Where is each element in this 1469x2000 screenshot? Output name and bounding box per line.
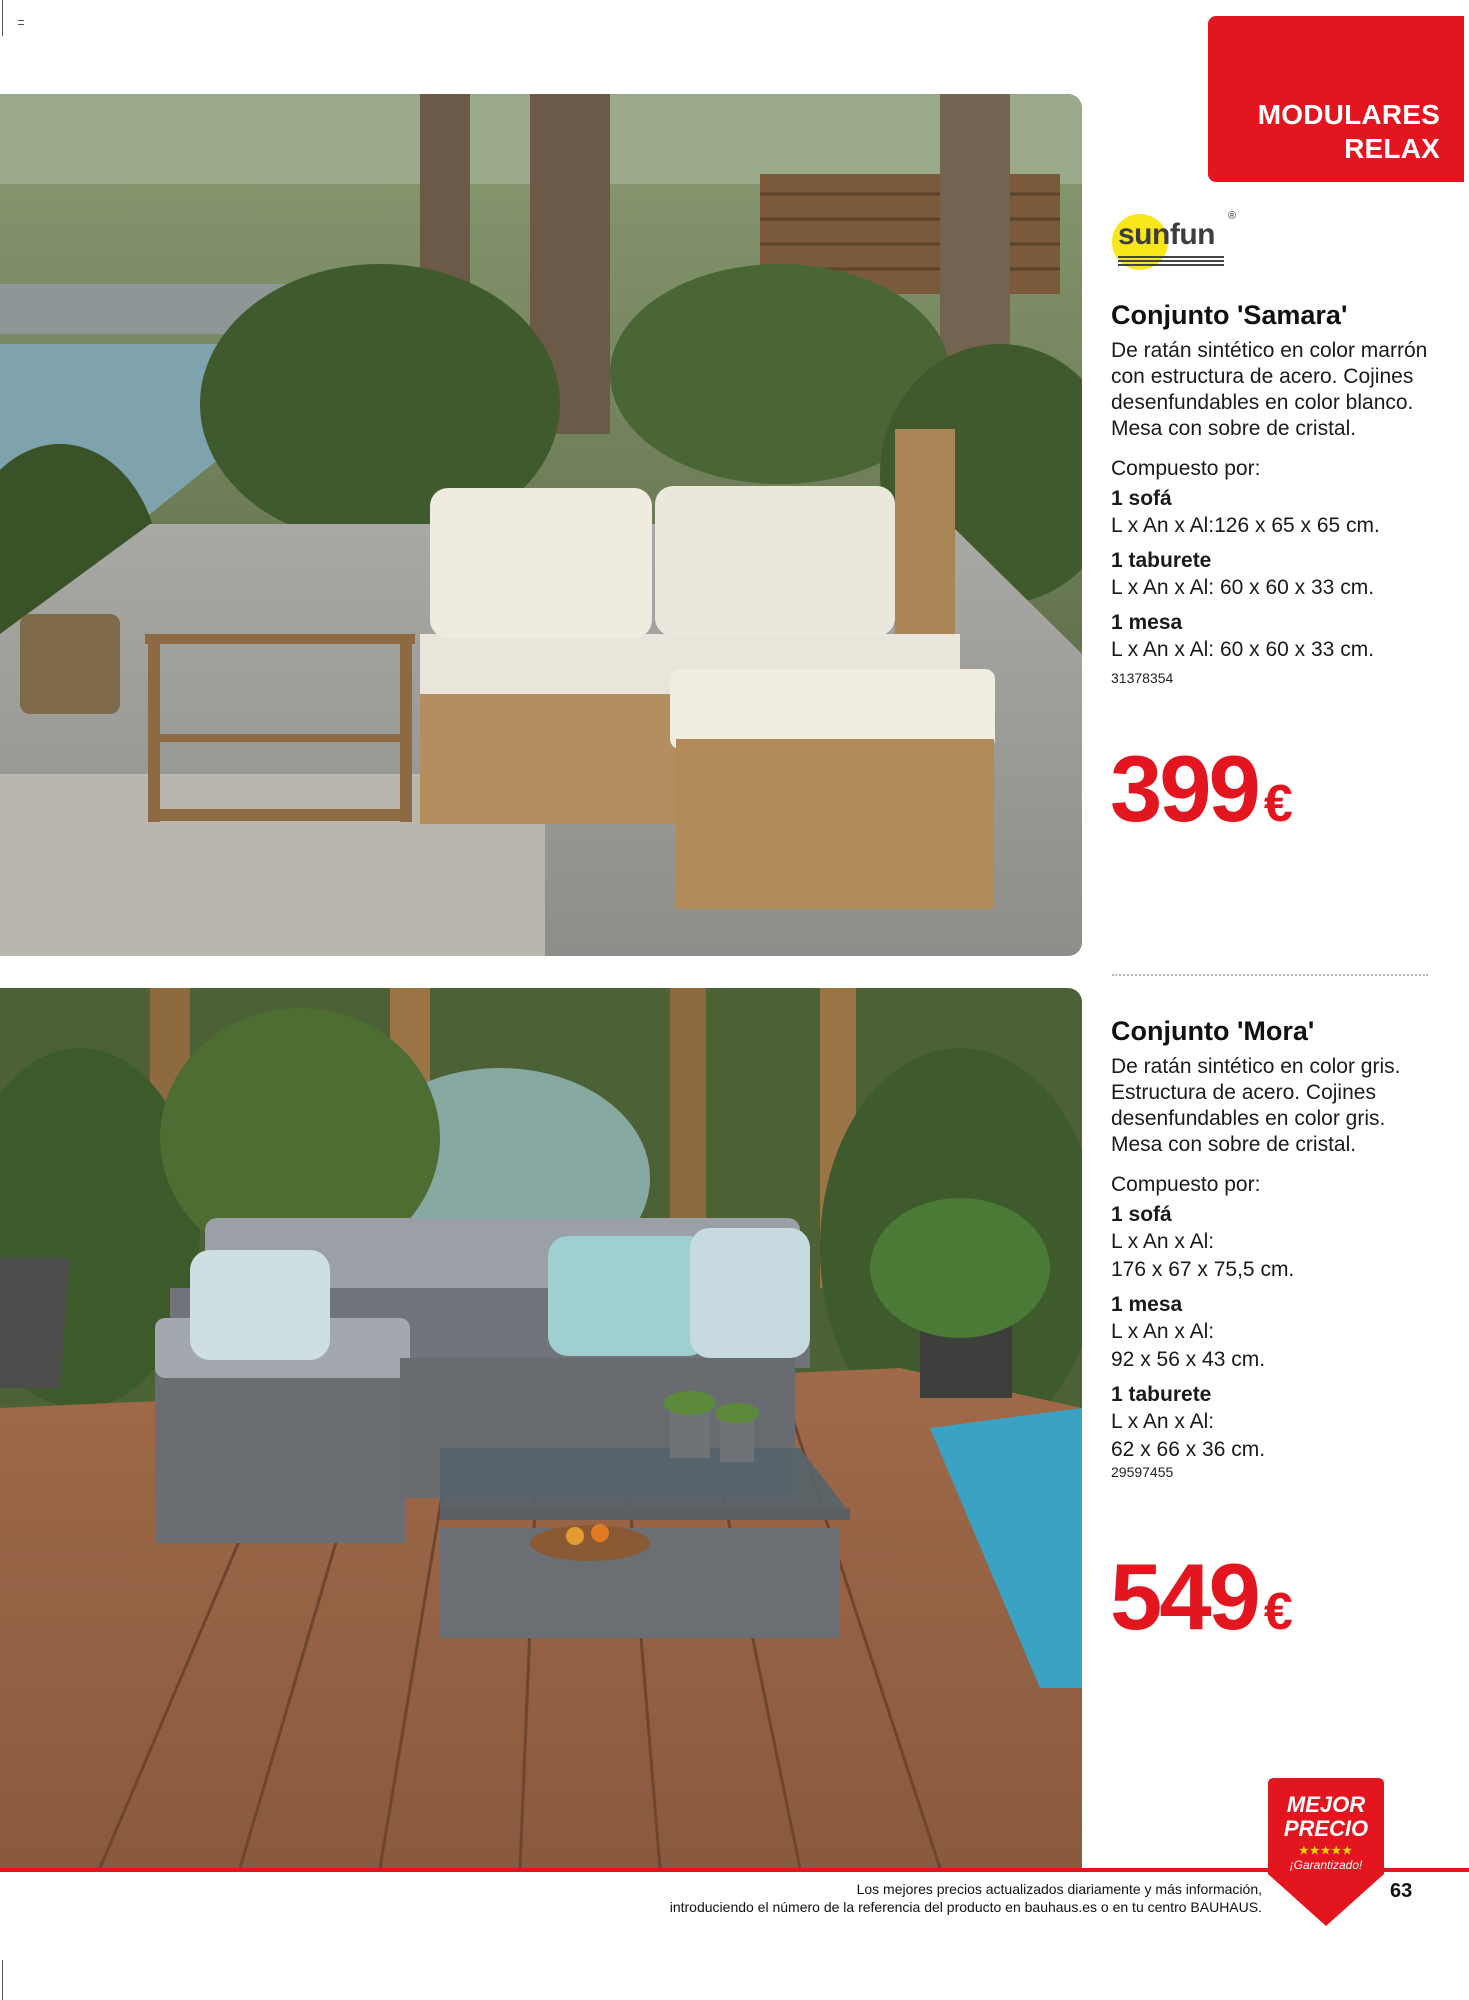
price-currency: €: [1263, 775, 1293, 833]
badge-line-3: ¡Garantizado!: [1289, 1858, 1363, 1872]
product-reference: 29597455: [1111, 1464, 1174, 1480]
best-price-badge: [1268, 1778, 1384, 1928]
category-line-1: MODULARES: [1257, 99, 1440, 130]
badge-stars: ★★★★★: [1298, 1845, 1354, 1857]
product-title: Conjunto 'Mora': [1111, 1016, 1315, 1046]
mora-product-photo: [0, 988, 1082, 1868]
product-samara: [1111, 298, 1441, 688]
product-divider: [1112, 974, 1428, 976]
part-dims: 62 x 66 x 36 cm.: [1111, 1438, 1266, 1461]
part-dims-label: L x An x Al:: [1111, 1320, 1215, 1343]
price-amount: 549: [1110, 1544, 1258, 1649]
brand-wordmark: sunfun: [1118, 218, 1215, 251]
crop-mark: [2, 1960, 3, 2000]
product-mora: [1111, 1014, 1441, 1482]
part-name: 1 taburete: [1111, 549, 1212, 572]
part-name: 1 mesa: [1111, 1293, 1183, 1316]
crop-mark: [18, 24, 24, 25]
part-dims: L x An x Al: 60 x 60 x 33 cm.: [1111, 576, 1375, 599]
part-dims: 176 x 67 x 75,5 cm.: [1111, 1258, 1295, 1281]
product-description: De ratán sintético en color marrón con estructura de acero. Cojines desenfundables en color blanco. Mesa con sobre de cristal.: [1111, 339, 1428, 440]
part-dims: 92 x 56 x 43 cm.: [1111, 1348, 1266, 1371]
category-tab: [1208, 16, 1464, 182]
composed-label: Compuesto por:: [1111, 1173, 1261, 1196]
product-reference: 31378354: [1111, 670, 1174, 686]
category-line-2: RELAX: [1344, 133, 1440, 164]
composed-label: Compuesto por:: [1111, 457, 1261, 480]
badge-line-2: PRECIO: [1283, 1816, 1369, 1841]
page-number: 63: [1390, 1880, 1413, 1902]
part-dims: L x An x Al:126 x 65 x 65 cm.: [1111, 514, 1380, 537]
registered-mark: ®: [1228, 210, 1237, 222]
logo-stripes: [1118, 256, 1224, 266]
footer-line-2: introduciendo el número de la referencia del producto en bauhaus.es o en tu centro BAUHAUS.: [669, 1899, 1262, 1915]
price-samara: [1110, 736, 1293, 841]
samara-product-photo: [0, 94, 1082, 956]
footer-rule: [0, 1868, 1469, 1872]
sunfun-logo: [1112, 210, 1237, 270]
part-name: 1 sofá: [1111, 487, 1172, 510]
crop-mark: [18, 20, 24, 21]
footer-line-1: Los mejores precios actualizados diariamente y más información,: [856, 1881, 1262, 1897]
part-dims-label: L x An x Al:: [1111, 1410, 1215, 1433]
product-description: De ratán sintético en color gris. Estructura de acero. Cojines desenfundables en color gris. Mesa con sobre de cristal.: [1111, 1055, 1401, 1156]
part-name: 1 taburete: [1111, 1383, 1212, 1406]
part-dims-label: L x An x Al:: [1111, 1230, 1215, 1253]
footer-note: [600, 1880, 1262, 1916]
part-name: 1 mesa: [1111, 611, 1183, 634]
price-mora: [1110, 1544, 1293, 1649]
part-name: 1 sofá: [1111, 1203, 1172, 1226]
price-amount: 399: [1110, 736, 1258, 841]
price-currency: €: [1263, 1583, 1293, 1641]
part-dims: L x An x Al: 60 x 60 x 33 cm.: [1111, 638, 1375, 661]
badge-line-1: MEJOR: [1286, 1792, 1366, 1817]
product-title: Conjunto 'Samara': [1111, 300, 1348, 330]
crop-mark: [2, 0, 3, 36]
